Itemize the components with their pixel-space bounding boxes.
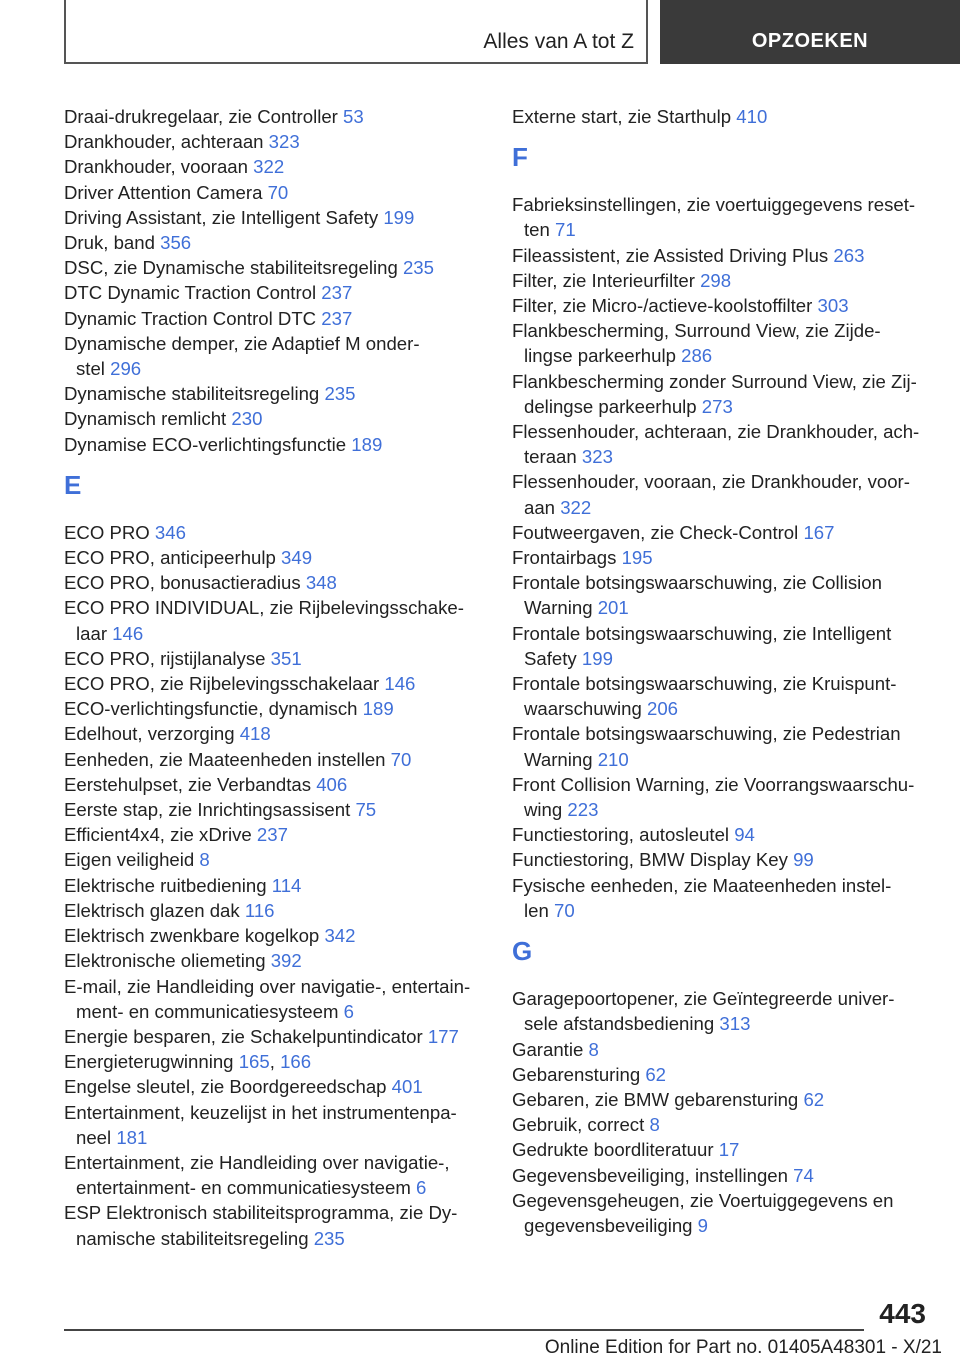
index-entry [512,570,932,620]
page-link[interactable]: 195 [621,547,653,569]
page-link[interactable]: 146 [384,673,416,695]
page-link[interactable]: 62 [803,1088,825,1110]
page-link[interactable]: 70 [390,748,412,770]
page-link[interactable]: 17 [718,1139,740,1161]
footer-edition: Online Edition for Part no. 01405A48301 - X/21 [544,1337,942,1358]
page-link[interactable]: 401 [391,1076,423,1098]
index-entry-text-continued: neel [76,1126,117,1148]
section-letter: G [512,936,533,967]
index-entry [64,280,484,305]
page-link[interactable]: 406 [316,773,348,795]
page-link[interactable]: 206 [646,698,679,720]
index-column-left [64,104,484,1251]
index-entry [512,1188,932,1238]
index-entry [64,646,484,671]
page-link[interactable]: 322 [560,496,592,518]
index-entry [512,621,932,671]
index-entry [64,1200,484,1250]
page-link[interactable]: 346 [154,521,186,543]
index-entry-text: Garantie [512,1038,589,1060]
page-link[interactable]: 53 [343,106,364,127]
page-link[interactable]: 235 [402,257,434,279]
index-entry-text: ECO PRO, zie Rijbelevingsschakelaar [64,673,385,695]
page-link[interactable]: 201 [597,597,629,619]
index-entry [512,243,932,268]
page-link[interactable]: 235 [313,1227,345,1249]
section-letter: F [512,142,528,173]
page-link[interactable]: 235 [324,383,356,405]
index-entry [64,595,484,645]
index-entry-text: Externe start, zie Starthulp [512,106,737,127]
index-entry-text: Filter, zie Micro-/actieve-koolstoffilter [512,295,818,317]
index-entry-text: Dynamische demper, zie Adaptief M onder- [64,332,420,354]
index-entry-text: Elektrische ruitbediening [64,874,272,896]
page-link[interactable]: 75 [355,799,377,821]
page-link[interactable]: 74 [793,1164,814,1186]
index-entry [64,1100,484,1150]
index-entry-text: ECO PRO INDIVIDUAL, zie Rijbelevingsschake- [64,597,464,619]
index-entry-text: Gebarensturing [512,1063,646,1085]
index-entry-text: Fysische eenheden, zie Maateenheden instel- [512,874,892,896]
index-entry [64,974,484,1024]
index-entry-text: ECO PRO, rijstijlanalyse [64,647,271,669]
index-entry [64,545,484,570]
index-entry [64,923,484,948]
index-entry [64,129,484,154]
page-link[interactable]: 6 [416,1177,427,1199]
index-entry [512,721,932,771]
page-link[interactable]: 392 [270,950,302,972]
page-link[interactable]: 410 [736,106,768,127]
index-entry-text-continued: waarschuwing [524,698,647,720]
page-link[interactable]: 348 [305,572,337,594]
index-entry-text: Dynamische stabiliteitsregeling [64,383,325,405]
page-link[interactable]: 8 [649,1114,660,1136]
index-entry [64,1150,484,1200]
index-entry-text: Elektrisch glazen dak [64,899,245,921]
page-link[interactable]: 237 [321,282,353,304]
page-link[interactable]: 273 [701,395,733,417]
index-entry-text: ECO PRO [64,521,155,543]
index-entry-text: Dynamic Traction Control DTC [64,307,322,329]
index-entry-text: Elektrisch zwenkbare kogelkop [64,925,325,947]
page-link[interactable]: 177 [427,1025,459,1047]
index-entry-text: Drankhouder, vooraan [64,156,254,178]
index-entry-text-continued: namische stabiliteitsregeling [76,1227,314,1249]
page-link[interactable]: 322 [253,156,285,178]
page-link[interactable]: 223 [567,799,599,821]
index-entry [512,986,932,1036]
page-link[interactable]: 342 [324,925,356,947]
page-link[interactable]: 116 [244,899,275,921]
index-entry [64,1074,484,1099]
index-entry-text: ESP Elektronisch stabiliteitsprogramma, zie Dy- [64,1202,458,1224]
index-entry-text: Draai-drukregelaar, zie Controller [64,106,344,127]
page-link[interactable]: 146 [112,622,144,644]
index-entry-text-continued: gegevensbeveiliging [524,1214,698,1236]
index-entry [512,1137,932,1162]
index-entry [512,268,932,293]
index-entry-text: Gebruik, correct [512,1114,650,1136]
index-entry-text: Engelse sleutel, zie Boordgereedschap [64,1076,392,1098]
index-entry [512,847,932,872]
index-entry-text: Flankbescherming, Surround View, zie Zijde- [512,320,881,342]
index-entry [64,696,484,721]
header-title: Alles van A tot Z [483,30,634,53]
page-link[interactable]: 298 [700,269,732,291]
index-entry-text: Frontale botsingswaarschuwing, zie Kruispunt- [512,673,897,695]
page-link[interactable]: 351 [270,647,302,669]
index-entry-text: Frontale botsingswaarschuwing, zie Collision [512,572,882,594]
index-entry [64,948,484,973]
index-entry-text: Fabrieksinstellingen, zie voertuiggegevens reset- [512,194,916,216]
index-entry-text-continued: len [524,899,554,921]
index-entry-text: Functiestoring, autosleutel [512,824,735,846]
index-entry [64,180,484,205]
page-link[interactable]: 237 [321,307,353,329]
page-link[interactable]: 199 [581,647,613,669]
index-entry-text: Fileassistent, zie Assisted Driving Plus [512,244,834,266]
index-entry-text: Edelhout, verzorging [64,723,240,745]
index-entry [512,1062,932,1087]
index-entry [64,520,484,545]
page-link[interactable]: 323 [581,446,613,468]
index-entry-text-continued: entertainment- en communicatiesysteem [76,1177,416,1199]
index-entry-text: Entertainment, keuzelijst in het instrumentenpa- [64,1101,457,1123]
index-entry-text: Garagepoortopener, zie Geïntegreerde univer- [512,988,895,1010]
index-entry [64,432,484,457]
index-entry [64,306,484,331]
index-entry-text: Filter, zie Interieurfilter [512,269,701,291]
index-entry-text-continued: ment- en communicatiesysteem [76,1000,344,1022]
index-entry [64,873,484,898]
index-entry-text: ECO PRO, anticipeerhulp [64,547,282,569]
section-letter: E [64,469,82,500]
page-link[interactable]: 165 [238,1051,270,1073]
index-entry-text: Frontale botsingswaarschuwing, zie Pedestrian [512,723,901,745]
index-entry [64,570,484,595]
page-link[interactable]: 210 [597,748,629,770]
page-link[interactable]: 189 [351,433,383,455]
page-link[interactable]: 114 [271,874,302,896]
index-column-right [512,104,932,1238]
page-link[interactable]: 181 [116,1126,148,1148]
index-entry-text: Flessenhouder, achteraan, zie Drankhouder, ach- [512,421,920,443]
index-entry [64,331,484,381]
index-entry [512,1112,932,1137]
page-link[interactable]: 418 [239,723,271,745]
index-entry-text-continued: laar [76,622,113,644]
index-entry [512,1087,932,1112]
index-entry-text: Functiestoring, BMW Display Key [512,849,794,871]
page-link[interactable]: 296 [110,358,142,380]
page-number: 443 [879,1298,926,1329]
index-entry [64,772,484,797]
index-entry [512,1163,932,1188]
index-entry-text: Dynamisch remlicht [64,408,232,430]
index-entry-text: Gebaren, zie BMW gebarensturing [512,1088,804,1110]
index-entry [512,772,932,822]
index-entry-text: Druk, band [64,232,161,254]
page-link[interactable]: 6 [343,1000,354,1022]
page-link[interactable]: 167 [803,521,835,543]
page-link[interactable]: 263 [833,244,865,266]
page-link[interactable]: 71 [555,219,576,241]
page-link[interactable]: 8 [199,849,210,871]
index-entry-text: E-mail, zie Handleiding over navigatie-, entertain- [64,975,471,997]
index-entry-text: Energie besparen, zie Schakelpuntindicator [64,1025,428,1047]
index-entry [512,318,932,368]
index-entry-text: DSC, zie Dynamische stabiliteitsregeling [64,257,403,279]
index-entry-text-continued: Warning [524,597,598,619]
index-entry-text: Front Collision Warning, zie Voorrangswaarschu- [512,773,915,795]
index-entry-text: Gegevensgeheugen, zie Voertuiggegevens en [512,1189,894,1211]
index-entry [512,104,932,129]
index-entry-text: Dynamise ECO-verlichtingsfunctie [64,433,352,455]
index-entry-text: Eerstehulpset, zie Verbandtas [64,773,317,795]
index-entry [64,822,484,847]
index-entry-text: Eigen veiligheid [64,849,200,871]
index-entry-text-continued: teraan [524,446,582,468]
index-entry [64,671,484,696]
page-link[interactable]: 9 [697,1214,709,1236]
tab-opzoeken[interactable] [660,0,960,64]
index-entry [64,747,484,772]
page-link[interactable]: 230 [231,408,263,430]
page-link[interactable]: 199 [383,206,415,228]
index-entry-text-continued: wing [524,799,568,821]
index-entry [64,205,484,230]
index-entry-text: ECO-verlichtingsfunctie, dynamisch [64,698,363,720]
index-entry-text: DTC Dynamic Traction Control [64,282,322,304]
page-link[interactable]: 70 [267,181,289,203]
index-entry [512,419,932,469]
index-entry-text-continued: stel [76,358,111,380]
page-link[interactable]: 62 [645,1063,667,1085]
index-entry [512,873,932,923]
index-entry-text: Drankhouder, achteraan [64,131,269,153]
index-entry [64,104,484,129]
index-entry [64,406,484,431]
index-entry-text-continued: aan [524,496,561,518]
page-link[interactable]: 349 [281,547,313,569]
page-link[interactable]: 189 [362,698,394,720]
index-entry [64,797,484,822]
page-link[interactable]: 356 [160,232,192,254]
index-entry-text: Gedrukte boordliteratuur [512,1139,719,1161]
page-link[interactable]: 286 [681,345,713,367]
index-entry [512,293,932,318]
index-entry [64,1024,484,1049]
index-entry-text-continued: Warning [524,748,598,770]
page-link[interactable]: 303 [817,295,849,317]
page-link[interactable]: 99 [793,849,814,871]
index-entry-text: Driver Attention Camera [64,181,268,203]
index-entry-text-continued: sele afstandsbediening [524,1013,720,1035]
index-entry-text: Frontale botsingswaarschuwing, zie Intelligent [512,622,892,644]
index-entry [512,369,932,419]
index-entry [512,192,932,242]
index-entry [64,381,484,406]
index-entry [512,671,932,721]
index-entry-text: Eenheden, zie Maateenheden instellen [64,748,391,770]
index-entry [512,469,932,519]
page-link[interactable]: 70 [553,899,575,921]
index-entry-text: Driving Assistant, zie Intelligent Safety [64,206,384,228]
index-entry [64,230,484,255]
index-entry-text: Energieterugwinning [64,1051,239,1073]
index-entry-text: ECO PRO, bonusactieradius [64,572,306,594]
page-link[interactable]: 8 [588,1038,599,1060]
index-entry-text-continued: lingse parkeerhulp [524,345,682,367]
index-entry-text: Flankbescherming zonder Surround View, zie Zij- [512,370,917,392]
index-entry: Energieterugwinning 165, 166 [64,1051,312,1073]
index-entry [512,520,932,545]
index-entry [512,822,932,847]
index-entry-text: Entertainment, zie Handleiding over navigatie-, [64,1151,450,1173]
page-link[interactable]: 166 [280,1051,312,1073]
index-entry-text: Foutweergaven, zie Check-Control [512,521,804,543]
index-entry [64,255,484,280]
index-entry-text-continued: Safety [524,647,582,669]
index-entry-text-continued: ten [524,219,556,241]
index-entry-text: Gegevensbeveiliging, instellingen [512,1164,794,1186]
index-entry [512,1037,932,1062]
index-entry [512,545,932,570]
index-entry-text-continued: delingse parkeerhulp [524,395,702,417]
page-link[interactable]: 313 [719,1013,751,1035]
index-entry-text: Frontairbags [512,547,622,569]
footer-rule [64,1329,864,1331]
index-entry [64,154,484,179]
index-entry [64,847,484,872]
index-entry [64,898,484,923]
index-entry-text: Efficient4x4, zie xDrive [64,824,257,846]
page-link[interactable]: 237 [256,824,288,846]
tab-opzoeken-label: OPZOEKEN [751,30,869,52]
index-entry-text: Eerste stap, zie Inrichtingsassisent [64,799,356,821]
page-link[interactable]: 323 [268,131,300,153]
index-entry [64,721,484,746]
header-title-box [64,0,648,64]
index-entry-text: Elektronische oliemeting [64,950,271,972]
page-link[interactable]: 94 [734,824,755,846]
index-entry-text: Flessenhouder, vooraan, zie Drankhouder, voor- [512,471,910,493]
